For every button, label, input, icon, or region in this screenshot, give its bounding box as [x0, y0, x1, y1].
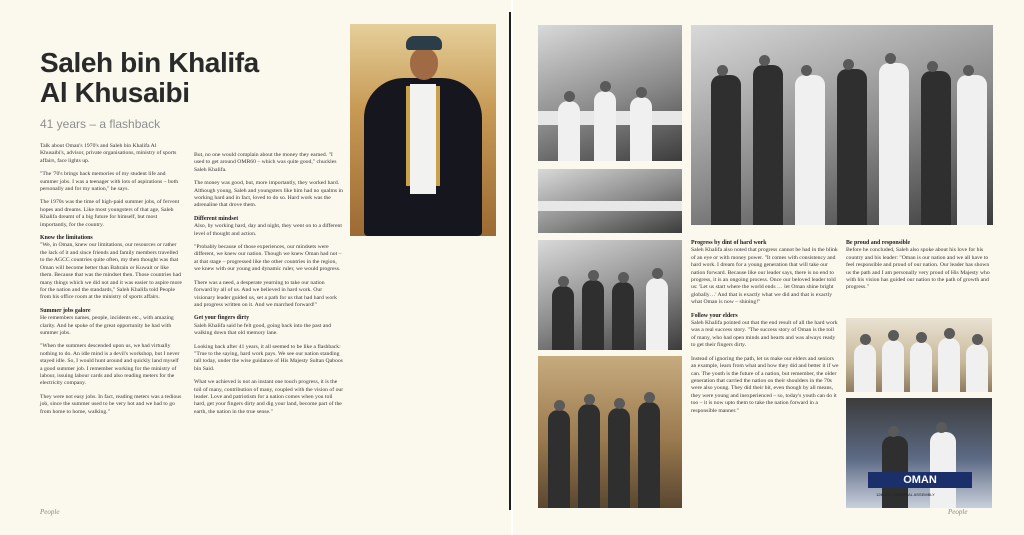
archive-photo-classroom	[538, 25, 682, 161]
subhead: Progress by dint of hard work	[691, 240, 767, 246]
portrait-photo	[350, 24, 496, 236]
subhead: Be proud and responsible	[846, 240, 911, 246]
paragraph: "The '70's brings back memories of my student life and summer jobs. I was a teenager with lots of aspirations – both personally and for my nation," he says.	[40, 171, 179, 193]
folio-logo-left: People	[40, 508, 60, 516]
person-shape	[711, 75, 741, 225]
paragraph: Looking back after 41 years, it all seemed to be like a flashback: "True to the saying, hard work pays. We see our nation standing tall today, under the wise guidance of His Majesty Sultan Qaboos bin Said.	[194, 343, 343, 372]
person-shape	[753, 65, 783, 225]
archive-photo-parade	[538, 169, 682, 233]
archive-photo-officials	[538, 240, 682, 350]
page-gutter	[509, 12, 511, 510]
person-shape	[966, 344, 988, 392]
assembly-caption: 12th AYC GENERAL ASSEMBLY	[876, 492, 935, 497]
subhead: Summer jobs galore	[40, 307, 91, 314]
person-shape	[837, 69, 867, 225]
turban-shape	[406, 36, 442, 50]
paragraph: The 1970s was the time of high-paid summer jobs, of fervent hopes and dreams. Like most youngsters of that age, Saleh Khalifa dreamt of a big future for himself, but most importantly, for the country.	[40, 199, 180, 228]
subhead: Know the limitations	[40, 235, 93, 242]
paragraph: They were not easy jobs. In fact, reading meters was a tedious job, since the summer used to be very hot and we had to go from home to home, walking."	[40, 393, 182, 415]
paragraph: Talk about Oman's 1970's and Saleh bin Khalifa Al Khusaibi's, advisor, private organisations, ministry of sports affairs, face lights up.	[40, 143, 177, 164]
subhead: Follow your elders	[691, 312, 738, 319]
person-shape	[630, 97, 652, 161]
title-line-1: Saleh bin Khalifa	[40, 47, 259, 78]
person-shape	[921, 71, 951, 225]
person-shape	[646, 278, 668, 350]
person-shape	[882, 340, 904, 392]
person-shape	[578, 404, 600, 508]
text-column-3	[691, 240, 839, 421]
person-shape	[854, 344, 876, 392]
person-shape	[638, 402, 660, 508]
person-shape	[608, 408, 630, 508]
face-shape	[410, 48, 438, 80]
person-shape	[938, 338, 960, 392]
person-shape	[552, 286, 574, 350]
dishdasha-shape	[410, 84, 436, 194]
person-shape	[558, 101, 580, 161]
person-shape	[548, 410, 570, 508]
paragraph: What we achieved is not an instant one touch progress, it is the toil of many, contribution of many, coupled with the vision of our leader. Love and patriotism for a nation comes when you toil hard, get your fingers dirty and dig your land, become part of the earth, the nation in the true sense."	[194, 379, 344, 415]
paragraph: "We, in Oman, knew our limitations, our resources or rather the lack of it and since friends and family members travelled to the AGCC countries quite often, my then thought was that Oman will become better than Bahrain or Kuwait or like them. Because that was the mindset then. Those countries had many things which we did not and it was easier to aspire more for the nation and the standards," Saleh Khalifa told People from his office room at the ministry of sports affairs.	[40, 242, 182, 301]
person-shape	[957, 75, 987, 225]
paragraph: Before he concluded, Saleh also spoke about his love for his country and his leader: "Oman is our nation and we all have to feel responsible and proud of our nation. Our leader has shown us the path and I am personally very proud of His Majesty who with his vision has guided our nation to the path of growth and progress."	[846, 247, 990, 291]
photo-men-in-turbans	[846, 318, 992, 392]
paragraph: Saleh Khalifa pointed out that the end result of all the hard work was a real success story. "The success story of Oman is the toil of many, who had open minds and hearts and was always ready to get their fingers dirty.	[691, 320, 838, 349]
subhead: Different mindset	[194, 215, 239, 222]
paragraph: "When the summers descended upon us, we had virtually nothing to do. An idle mind is a devil's workshop, but I never stayed idle. So, I would hunt around and quickly land myself a good summer job. I remember working for the ministry of labour, issuing labour cards and also reading meters for the electricity company.	[40, 343, 180, 387]
paragraph: "Probably because of those experiences, our mindsets were different, we knew our nation. Though we knew Oman had not – at that stage – progressed like the other countries in the region, we knew with our young and dynamic ruler, we would progress.	[194, 244, 342, 273]
person-shape	[795, 75, 825, 225]
paragraph: The money was good, but, more importantly, they worked hard. Although young, Saleh and youngsters like him had no qualms in working hard and in fact, loved to do so. Hard work was the adrenaline that drove them.	[194, 180, 343, 209]
person-shape	[594, 91, 616, 161]
person-shape	[612, 282, 634, 350]
left-page	[0, 0, 511, 535]
person-shape	[582, 280, 604, 350]
person-shape	[910, 342, 932, 392]
oman-banner: OMAN	[868, 472, 972, 488]
article-title	[40, 48, 340, 108]
text-column-1	[40, 143, 182, 422]
subhead: Get your fingers dirty	[194, 315, 250, 322]
paragraph: But, no one would complain about the money they earned. "I used to get around OMR60 – which was quite good," chuckles Saleh Khalifa.	[194, 152, 337, 173]
title-line-2: Al Khusaibi	[40, 77, 190, 108]
photo-general-assembly	[846, 398, 992, 508]
folio-logo-right: People	[948, 508, 968, 516]
archive-photo-desert-group	[538, 356, 682, 508]
archive-photo-group	[691, 25, 993, 225]
paragraph: Saleh Khalifa said he felt good, going back into the past and walking down that old memory lane.	[194, 322, 332, 337]
paragraph: Saleh Khalifa also noted that progress cannot be had in the blink of an eye or with money power. "It comes with consistency and hard work. I dream for a young generation that will take our nation forward. Because like our leader says, there is no end to progress, it is an ongoing process. Once our beloved leader told us: 'Let us start where the world ends … let Oman shine bright globally…' And that is exactly what we did and that is exactly what Oman is now – shining!"	[691, 247, 838, 306]
article-subtitle: 41 years – a flashback	[40, 117, 161, 131]
paragraph: Also, by working hard, day and night, they went on to a different level of thought and action.	[194, 223, 342, 237]
text-column-4	[846, 240, 994, 298]
paragraph: He remembers names, people, incidents etc., with amazing clarity. And he spoke of the great opportunity he had with summer jobs.	[40, 315, 174, 336]
person-shape	[879, 63, 909, 225]
paragraph: There was a need, a desperate yearning to take our nation forward by all of us. And we believed in hard work. Our visionary leader guided us, set a path for us that had hard work and progress written on it. And we marched forward!"	[194, 279, 337, 308]
trim-shape	[406, 86, 410, 186]
text-column-2	[194, 152, 344, 422]
paragraph: Instead of ignoring the path, let us make our elders and seniors an example, learn from what and how they did and better it if we can. The youth is the future of a nation, but remember, the older generation that carried the nation on their shoulders in the 70s were also young. They did their bit, even though by all means, they were young and inexperienced – so, today's youth can do it too – it is now upto them to take the nation forward in a responsible manner."	[691, 355, 839, 414]
trim-shape	[436, 86, 440, 186]
crowd-shape	[538, 201, 682, 211]
